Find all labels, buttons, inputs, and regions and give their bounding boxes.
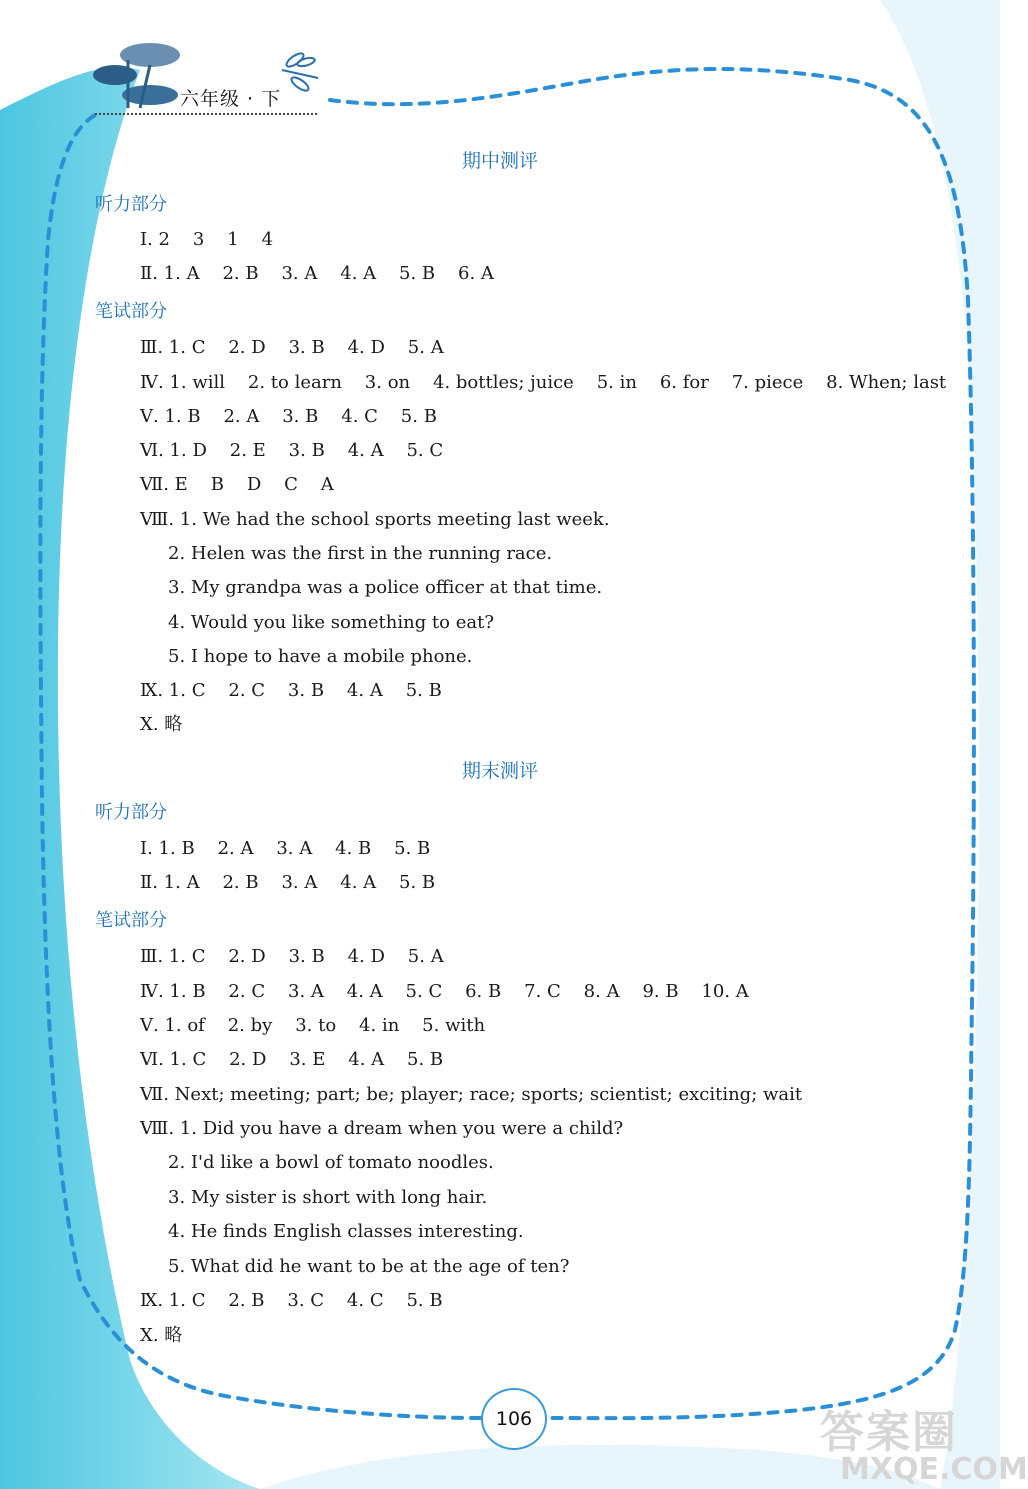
midterm-answer-line: Ⅶ. E B D C A [140,474,334,495]
midterm-title: 期中测评 [461,150,538,172]
midterm-answer-line: Ⅴ. 1. B 2. A 3. B 4. C 5. B [140,406,437,427]
final-answer-subline: 4. He finds English classes interesting. [168,1221,524,1242]
watermark-logo: 答案圈 [820,1407,958,1458]
final-answer-subline: 2. I'd like a bowl of tomato noodles. [168,1152,494,1173]
final-answer-subline: 3. My sister is short with long hair. [168,1187,488,1208]
final-answer-line: Ⅰ. 1. B 2. A 3. A 4. B 5. B [140,838,431,859]
midterm-answer-subline: 5. I hope to have a mobile phone. [168,646,473,667]
midterm-answer-line: Ⅳ. 1. will 2. to learn 3. on 4. bottles; juice 5. in 6. for 7. piece 8. When; last [140,372,947,393]
watermark-url: MXQE.COM [840,1452,1028,1487]
final-listening-label: 听力部分 [95,802,167,823]
midterm-answer-line: Ⅷ. 1. We had the school sports meeting last week. [140,509,610,530]
final-answer-line: Ⅶ. Next; meeting; part; be; player; race; sports; scientist; exciting; wait [140,1084,803,1105]
final-answer-line: Ⅵ. 1. C 2. D 3. E 4. A 5. B [140,1049,444,1070]
final-answer-line: Ⅹ. 略 [140,1325,183,1346]
dragonfly-icon [282,51,318,93]
final-answer-line: Ⅲ. 1. C 2. D 3. B 4. D 5. A [140,946,444,967]
final-answer-line: Ⅳ. 1. B 2. C 3. A 4. A 5. C 6. B 7. C 8. A 9. B 10. A [140,981,749,1002]
header-divider [95,113,317,115]
right-light-band [880,0,1000,1489]
final-answer-subline: 5. What did he want to be at the age of ten? [168,1256,570,1277]
midterm-answer-subline: 2. Helen was the first in the running race. [168,543,553,564]
midterm-listening-label: 听力部分 [95,194,167,215]
final-answer-line: Ⅷ. 1. Did you have a dream when you were a child? [140,1118,624,1139]
final-answer-line: Ⅴ. 1. of 2. by 3. to 4. in 5. with [140,1015,486,1036]
midterm-answer-line: Ⅱ. 1. A 2. B 3. A 4. A 5. B 6. A [140,263,494,284]
midterm-answer-line: Ⅹ. 略 [140,714,183,735]
final-title: 期末测评 [461,760,538,782]
header-grade: 六年级 · 下 [180,88,282,110]
final-answer-line: Ⅱ. 1. A 2. B 3. A 4. A 5. B [140,872,436,893]
page-number: 106 [481,1388,547,1450]
midterm-answer-line: Ⅲ. 1. C 2. D 3. B 4. D 5. A [140,337,444,358]
midterm-answer-line: Ⅰ. 2 3 1 4 [140,229,274,250]
midterm-answer-line: Ⅸ. 1. C 2. C 3. B 4. A 5. B [140,680,442,701]
final-writing-label: 笔试部分 [95,910,167,931]
midterm-writing-label: 笔试部分 [95,301,167,322]
midterm-answer-subline: 3. My grandpa was a police officer at that time. [168,577,603,598]
midterm-answer-line: Ⅵ. 1. D 2. E 3. B 4. A 5. C [140,440,444,461]
midterm-answer-subline: 4. Would you like something to eat? [168,612,494,633]
final-answer-line: Ⅸ. 1. C 2. B 3. C 4. C 5. B [140,1290,443,1311]
